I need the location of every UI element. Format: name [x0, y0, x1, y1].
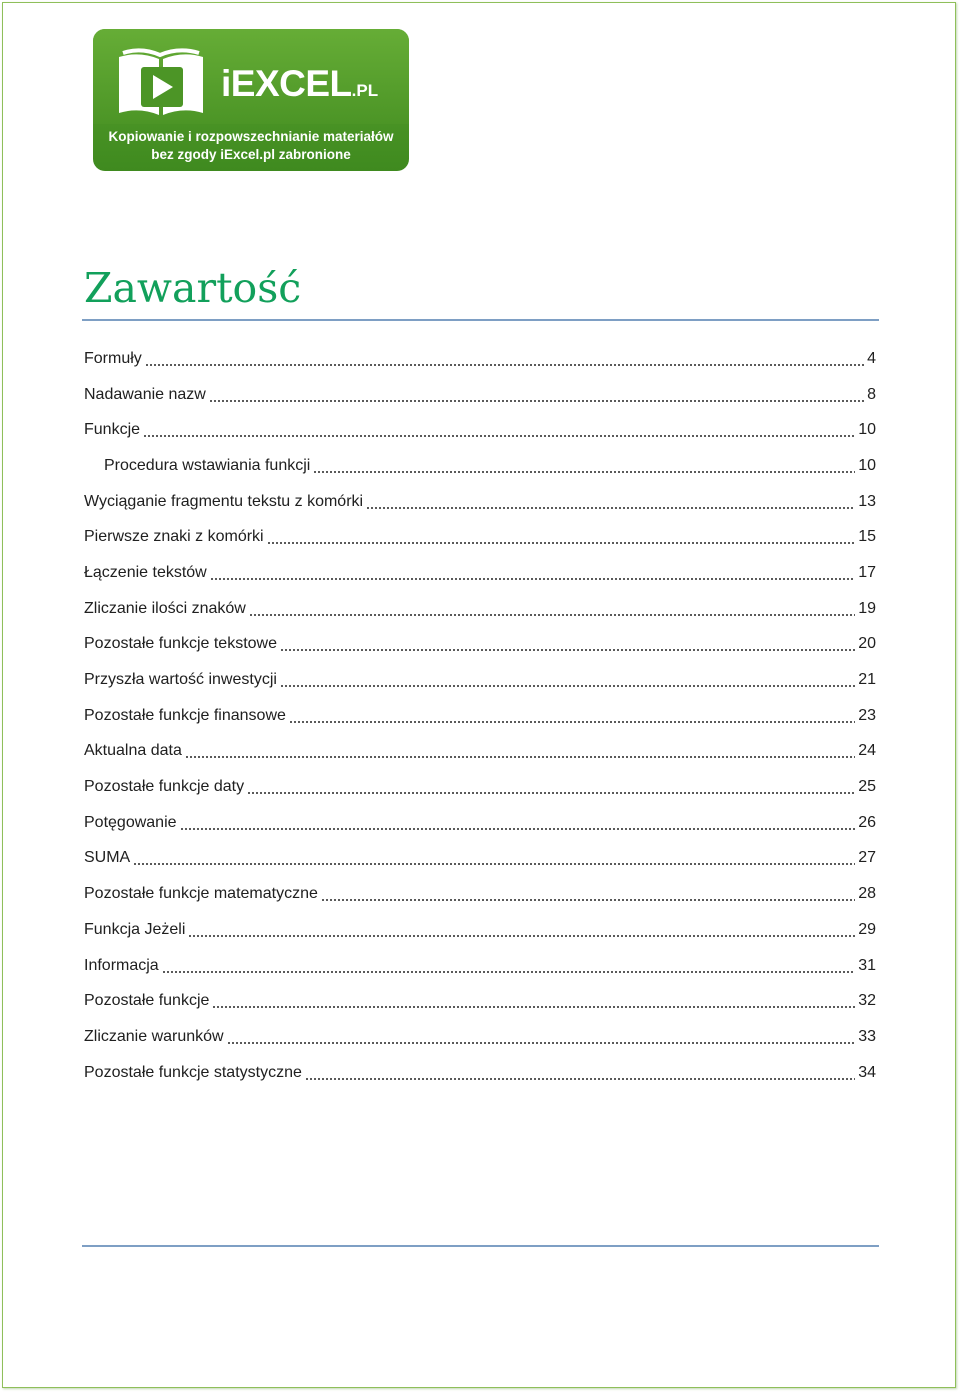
toc-entry[interactable]	[84, 769, 876, 805]
toc-entry-label: Potęgowanie	[84, 813, 177, 831]
toc-entry[interactable]	[84, 876, 876, 912]
toc-entry-label: Łączenie tekstów	[84, 563, 207, 581]
toc-dot-leader	[313, 471, 855, 473]
toc-entry-page: 17	[858, 563, 876, 581]
toc-entry-page: 24	[858, 742, 876, 760]
toc-entry-page: 21	[858, 671, 876, 689]
toc-dot-leader	[267, 542, 856, 544]
toc-dot-leader	[185, 756, 855, 758]
toc-entry[interactable]	[84, 448, 876, 484]
logo-brand-main: iEXCEL	[221, 63, 352, 104]
toc-entry-page: 29	[858, 920, 876, 938]
toc-entry[interactable]	[84, 412, 876, 448]
table-of-contents	[84, 341, 876, 1090]
logo-caption	[93, 128, 409, 164]
toc-entry-page: 26	[858, 813, 876, 831]
toc-entry-label: Pierwsze znaki z komórki	[84, 528, 264, 546]
toc-dot-leader	[305, 1078, 855, 1080]
logo-wordmark	[221, 65, 378, 102]
toc-entry[interactable]	[84, 734, 876, 770]
toc-dot-leader	[209, 400, 864, 402]
toc-dot-leader	[180, 828, 856, 830]
toc-entry-label: Funkcja Jeżeli	[84, 920, 186, 938]
logo-caption-line1: Kopiowanie i rozpowszechnianie materiałów	[108, 129, 394, 144]
toc-entry-label: Pozostałe funkcje statystyczne	[84, 1063, 302, 1081]
toc-entry[interactable]	[84, 912, 876, 948]
toc-entry-page: 20	[858, 635, 876, 653]
toc-dot-leader	[210, 578, 855, 580]
toc-entry-label: Zliczanie ilości znaków	[84, 599, 246, 617]
toc-entry-label: Pozostałe funkcje matematyczne	[84, 885, 318, 903]
toc-entry-page: 10	[858, 421, 876, 439]
toc-entry-page: 25	[858, 778, 876, 796]
toc-dot-leader	[280, 649, 855, 651]
toc-entry[interactable]	[84, 698, 876, 734]
toc-dot-leader	[289, 721, 855, 723]
toc-dot-leader	[366, 507, 855, 509]
toc-entry-label: Przyszła wartość inwestycji	[84, 671, 277, 689]
toc-entry[interactable]	[84, 948, 876, 984]
toc-entry[interactable]	[84, 1019, 876, 1055]
toc-entry-label: Aktualna data	[84, 742, 182, 760]
toc-entry[interactable]	[84, 591, 876, 627]
toc-dot-leader	[321, 899, 855, 901]
toc-entry-page: 34	[858, 1063, 876, 1081]
toc-entry[interactable]	[84, 484, 876, 520]
toc-entry-page: 19	[858, 599, 876, 617]
toc-entry-label: Zliczanie warunków	[84, 1027, 224, 1045]
toc-entry-label: Pozostałe funkcje daty	[84, 778, 245, 796]
toc-dot-leader	[280, 685, 855, 687]
toc-entry[interactable]	[84, 1055, 876, 1091]
footer-rule	[82, 1245, 879, 1247]
toc-entry-page: 27	[858, 849, 876, 867]
toc-entry-page: 33	[858, 1027, 876, 1045]
toc-entry-page: 23	[858, 706, 876, 724]
toc-entry-page: 32	[858, 992, 876, 1010]
toc-entry-page: 28	[858, 885, 876, 903]
toc-entry-label: SUMA	[84, 849, 131, 867]
toc-entry-page: 4	[867, 349, 876, 367]
toc-dot-leader	[133, 863, 855, 865]
toc-entry[interactable]	[84, 627, 876, 663]
toc-entry-page: 8	[867, 385, 876, 403]
toc-entry-label: Formuły	[84, 349, 142, 367]
toc-entry[interactable]	[84, 841, 876, 877]
logo-brand-suffix: .PL	[351, 81, 379, 100]
toc-entry-label: Nadawanie nazw	[84, 385, 206, 403]
toc-entry[interactable]	[84, 377, 876, 413]
toc-entry[interactable]	[84, 805, 876, 841]
iexcel-logo	[93, 29, 409, 171]
toc-dot-leader	[212, 1006, 855, 1008]
toc-entry-label: Pozostałe funkcje finansowe	[84, 706, 286, 724]
toc-dot-leader	[249, 614, 855, 616]
toc-dot-leader	[188, 935, 855, 937]
toc-heading: Zawartość	[84, 264, 302, 312]
toc-entry[interactable]	[84, 662, 876, 698]
toc-entry-label: Pozostałe funkcje	[84, 992, 210, 1010]
toc-entry[interactable]	[84, 341, 876, 377]
toc-entry-page: 10	[858, 456, 876, 474]
toc-entry-page: 31	[858, 956, 876, 974]
toc-entry-page: 15	[858, 528, 876, 546]
toc-dot-leader	[145, 364, 864, 366]
toc-entry-label: Procedura wstawiania funkcji	[104, 456, 311, 474]
toc-dot-leader	[143, 435, 855, 437]
toc-entry-label: Wyciąganie fragmentu tekstu z komórki	[84, 492, 364, 510]
toc-entry-label: Informacja	[84, 956, 159, 974]
toc-dot-leader	[162, 971, 856, 973]
toc-dot-leader	[247, 792, 855, 794]
book-play-icon	[113, 43, 209, 123]
logo-caption-line2: bez zgody iExcel.pl zabronione	[151, 147, 351, 162]
heading-underline	[82, 319, 879, 321]
toc-entry[interactable]	[84, 983, 876, 1019]
toc-dot-leader	[227, 1042, 856, 1044]
toc-entry-label: Funkcje	[84, 421, 141, 439]
toc-entry[interactable]	[84, 519, 876, 555]
toc-entry[interactable]	[84, 555, 876, 591]
toc-entry-page: 13	[858, 492, 876, 510]
toc-entry-label: Pozostałe funkcje tekstowe	[84, 635, 277, 653]
